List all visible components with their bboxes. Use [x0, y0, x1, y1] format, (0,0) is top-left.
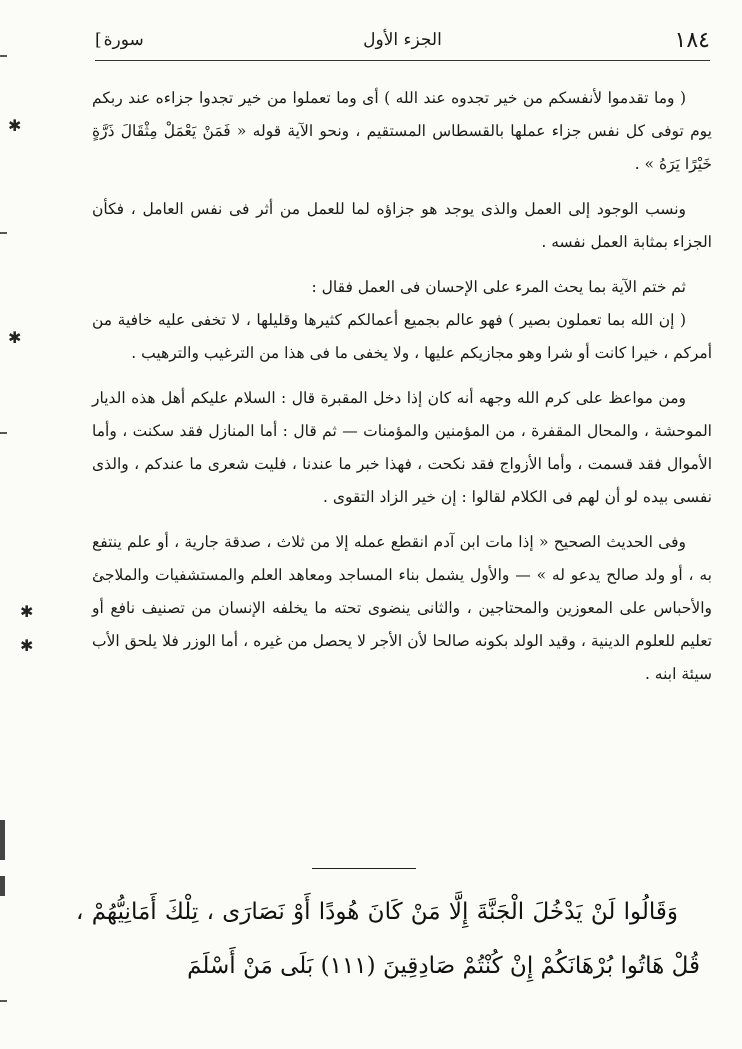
commentary-body [92, 82, 712, 691]
edge-tick [0, 55, 7, 57]
running-title: الجزء الأول [363, 30, 442, 50]
paragraph-2: ونسب الوجود إلى العمل والذى يوجد هو جزاؤه لما للعمل من أثر فى نفس العامل ، فكأن الجزاء بمثابة العمل نفسه . [92, 200, 712, 251]
margin-mark-icon: ✱ [20, 636, 34, 655]
header-rule [95, 60, 710, 61]
edge-bar [0, 820, 5, 860]
edge-bar [0, 876, 5, 896]
paragraph-5: ومن مواعظ على كرم الله وجهه أنه كان إذا دخل المقبرة قال : السلام عليكم أهل هذه الديار الموحشة ، والمحال المقفرة ، من المؤمنين والمؤمنات — ثم قال : أما المنازل فقد سكنت ، وأما الأموال فقد قسمت ، وأما الأزواج فقد نكحت ، فهذا خبر ما عندنا ، فليت شعرى ما عندكم ، والذى نفسى بيده لو أن لهم فى الكلام لقالوا : إن خير الزاد التقوى . [92, 389, 712, 506]
margin-mark-icon: ✱ [8, 328, 22, 347]
quran-verse: وَقَالُوا لَنْ يَدْخُلَ الْجَنَّةَ إِلَّا مَنْ كَانَ هُودًا أَوْ نَصَارَى ، تِلْكَ أَمَانِيُّهُمْ ، قُلْ هَاتُوا بُرْهَانَكُمْ إِنْ كُنْتُمْ صَادِقِينَ (١١١) بَلَى مَنْ أَسْلَمَ [76, 899, 700, 979]
margin-mark-icon: ✱ [20, 602, 34, 621]
surah-label: سورة ] [95, 30, 144, 50]
page-number: ١٨٤ [674, 28, 710, 53]
paragraph-4: ( إن الله بما تعملون بصير ) فهو عالم بجميع أعمالكم كثيرها وقليلها ، لا تخفى عليه خافية من أمركم ، خيرا كانت أو شرا وهو مجازيكم عليها ، ولا يخفى ما فى هذا من الترغيب والترهيب . [92, 311, 712, 362]
edge-tick [0, 432, 7, 434]
edge-tick [0, 1000, 7, 1002]
edge-tick [0, 232, 7, 234]
paragraph-6: وفى الحديث الصحيح « إذا مات ابن آدم انقطع عمله إلا من ثلاث ، صدقة جارية ، أو علم ينتفع به ، أو ولد صالح يدعو له » — والأول يشمل بناء المساجد ومعاهد العلم والمستشفيات والملاجئ والأحباس على المعوزين والمحتاجين ، والثانى ينضوى تحته ما يخلفه الإنسان من تصنيف نافع أو تعليم للعلوم الدينية ، وقيد الولد بكونه صالحا لأن الأجر لا يحصل من غيره ، أما الوزر فلا يلحق الأب سيئة ابنه . [92, 533, 712, 683]
section-separator [312, 868, 416, 869]
paragraph-1: ( وما تقدموا لأنفسكم من خير تجدوه عند الله ) أى وما تعملوا من خير تجدوا جزاءه عند ربكم يوم توفى كل نفس جزاء عملها بالقسطاس المستقيم ، ونحو الآية قوله « فَمَنْ يَعْمَلْ مِثْقَالَ ذَرَّةٍ خَيْرًا يَرَهُ » . [92, 89, 712, 173]
margin-mark-icon: ✱ [8, 116, 22, 135]
paragraph-3: ثم ختم الآية بما يحث المرء على الإحسان فى العمل فقال : [311, 278, 686, 296]
